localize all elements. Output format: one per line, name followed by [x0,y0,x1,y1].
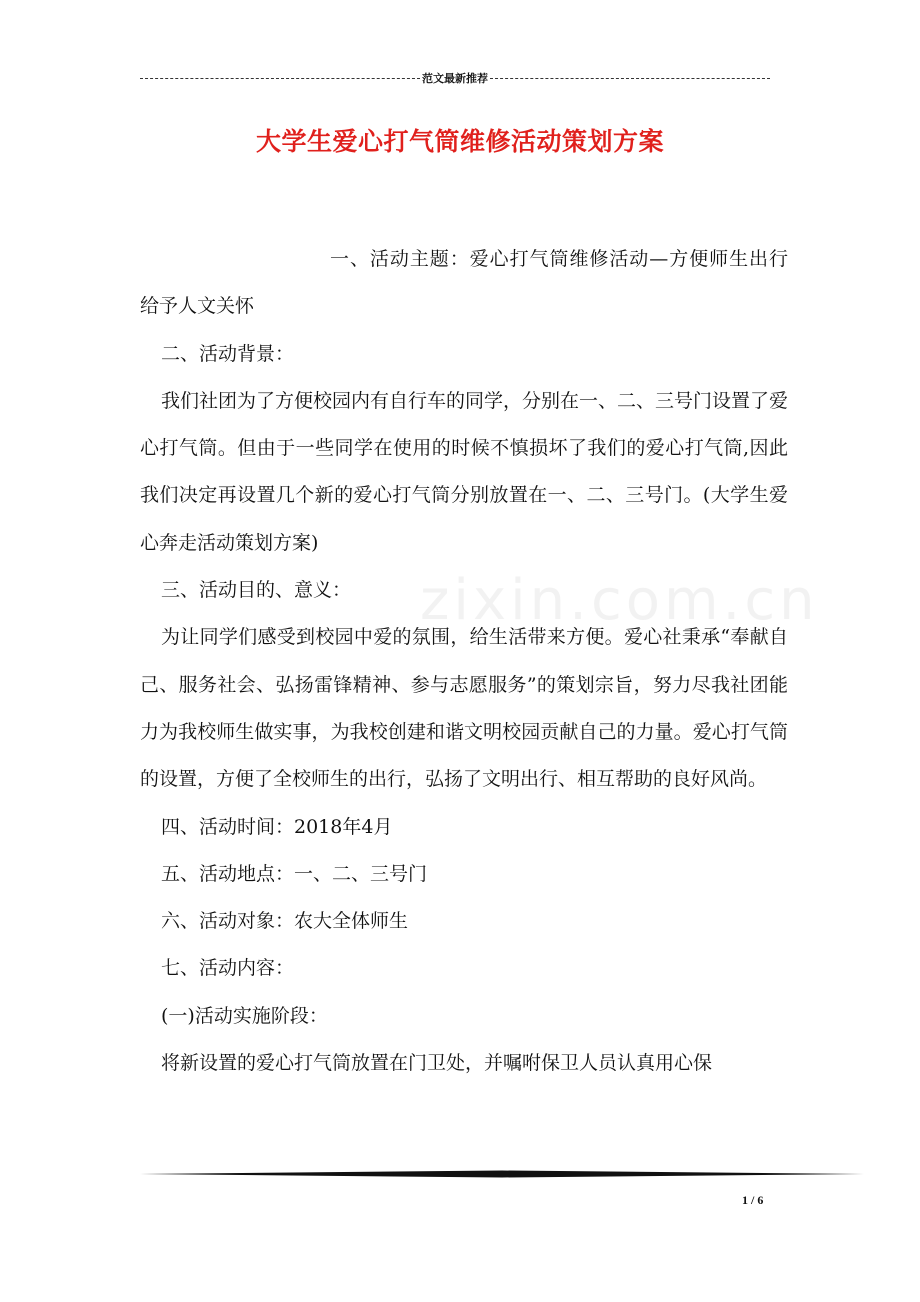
document-body [140,236,788,1087]
header-dash-left [140,78,420,79]
paragraph-theme: 一、活动主题：爱心打气筒维修活动—方便师生出行 给予人文关怀 [140,248,788,318]
heading-background: 二、活动背景： [161,342,295,365]
heading-content: 七、活动内容： [161,957,295,980]
paragraph-phase-one: 将新设置的爱心打气筒放置在门卫处，并嘱咐保卫人员认真用心保 [161,1052,713,1075]
paragraph-audience: 六、活动对象：农大全体师生 [161,910,409,933]
paragraph-background: 我们社团为了方便校园内有自行车的同学，分别在一、二、三号门设置了爱心打气筒。但由于一些同学在使用的时候不慎损坏了我们的爱心打气筒,因此我们决定再设置几个新的爱心打气筒分别放置在一、二、三号门。(大学生爱心奔走活动策划方案) [140,389,789,554]
header-dash-right [490,78,770,79]
page-header [140,68,770,88]
footer-divider [140,1170,864,1178]
watermark: zixin.com.cn [420,568,819,633]
heading-phase-one: (一)活动实施阶段： [161,1004,328,1027]
document-title: 大学生爱心打气筒维修活动策划方案 [255,127,664,156]
paragraph-time: 四、活动时间：2018年4月 [161,815,393,838]
page-number: 1 / 6 [742,1193,764,1207]
paragraph-location: 五、活动地点：一、二、三号门 [161,862,428,885]
heading-purpose: 三、活动目的、意义： [161,579,352,602]
paragraph-purpose: 为让同学们感受到校园中爱的氛围，给生活带来方便。爱心社秉承“奉献自己、服务社会、弘扬雷锋精神、参与志愿服务”的策划宗旨，努力尽我社团能力为我校师生做实事，为我校创建和谐文明校园贡献自己的力量。爱心打气筒的设置，方便了全校师生的出行，弘扬了文明出行、相互帮助的良好风尚。 [140,626,788,791]
header-label: 范文最新推荐 [422,72,488,85]
